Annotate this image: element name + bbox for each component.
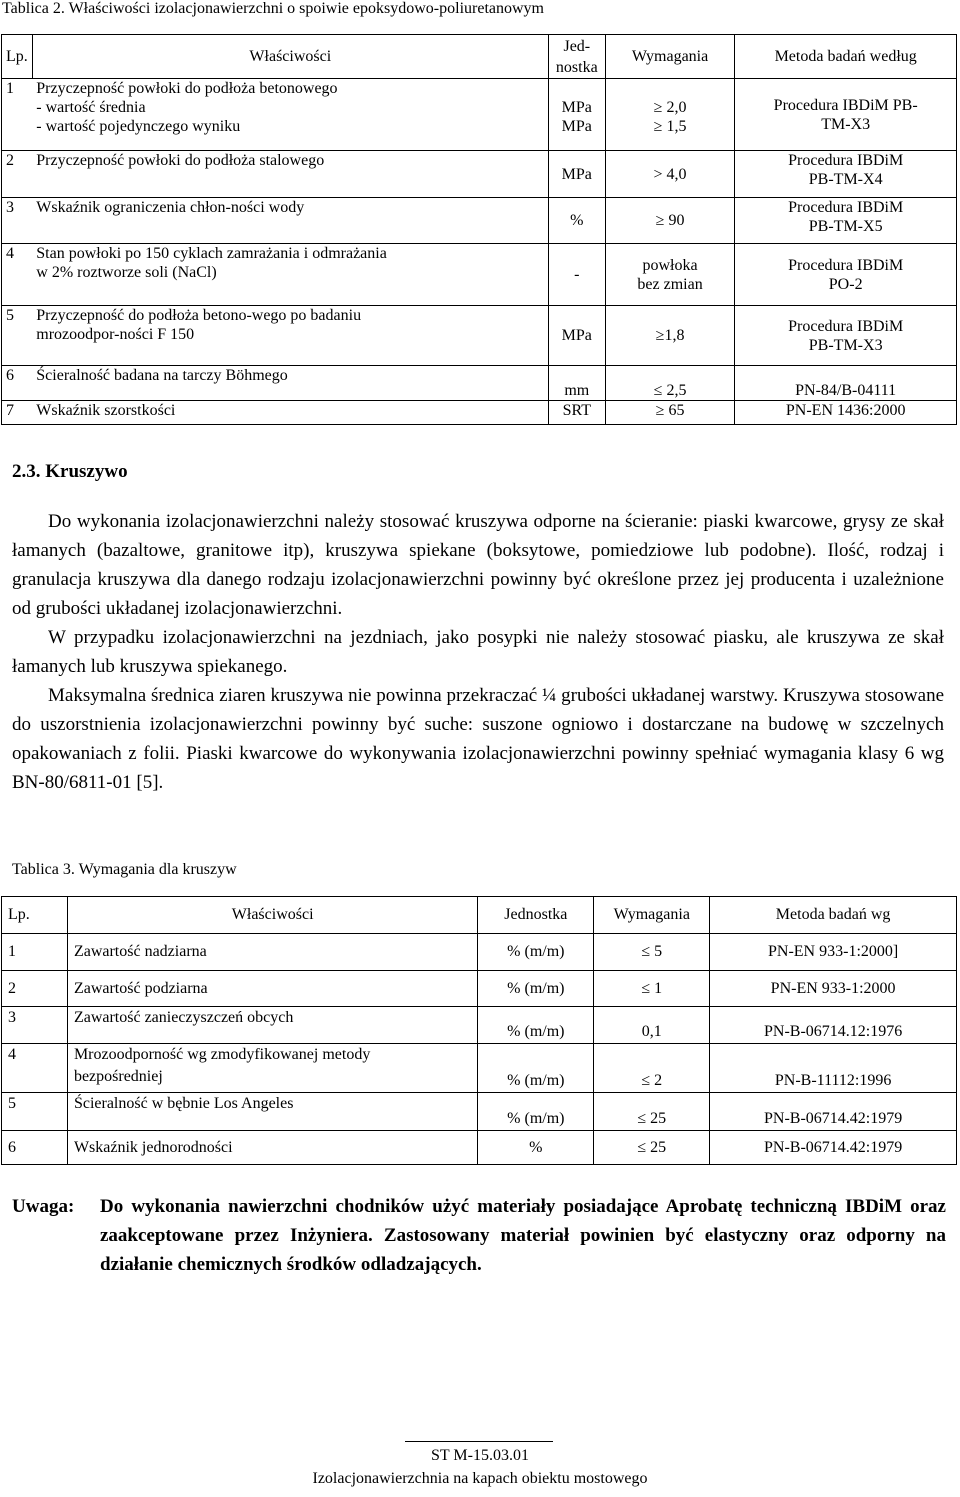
row-requirement: ≤ 25 [594, 1093, 710, 1131]
row-lp: 5 [2, 306, 33, 366]
table-row [2, 79, 957, 151]
row-property: Przyczepność powłoki do podłoża stalowego [32, 151, 548, 198]
row-property: Wskaźnik ograniczenia chłon-ności wody [32, 198, 548, 244]
table3-header-row [2, 897, 957, 934]
table2-header-row [2, 35, 957, 79]
header-method: Metoda badań wg [710, 897, 957, 934]
row-lp: 7 [2, 401, 33, 425]
table-row [2, 1007, 957, 1044]
row-method: PN-EN 933-1:2000] [710, 934, 957, 971]
table-row [2, 1044, 957, 1093]
table-row [2, 1131, 957, 1165]
row-requirement: 0,1 [594, 1007, 710, 1044]
table-row [2, 244, 957, 306]
row-requirement: ≤ 2,5 [605, 366, 735, 401]
note-label: Uwaga: [12, 1196, 75, 1217]
table-row [2, 971, 957, 1007]
paragraph: Maksymalna średnica ziaren kruszywa nie powinna przekraczać ¼ grubości układanej warstwy. Kruszywa stosowane do uszorstnienia izolacjonawierzchni powinny być suche: suszone ogniowo i dostarczane na budowę w szczelnych opakowaniach z folii. Piaski kwarcowe do wykonywania izolacjonawierzchni powinny spełniać wymagania klasy 6 wg BN-80/6811-01 [5]. [12, 685, 944, 793]
header-lp: Lp. [2, 897, 68, 934]
row-unit: MPa [548, 151, 605, 198]
table-row [2, 366, 957, 401]
row-unit: % (m/m) [478, 1007, 594, 1044]
header-unit: Jed- nostka [548, 35, 605, 79]
row-lp: 2 [2, 151, 33, 198]
row-lp: 6 [2, 1131, 68, 1165]
row-lp: 4 [2, 244, 33, 306]
row-method: Procedura IBDiM PB-TM-X4 [735, 151, 957, 198]
table3 [1, 896, 957, 1165]
row-method: PN-B-06714.12:1976 [710, 1007, 957, 1044]
row-method: Procedura IBDiM PB- TM-X3 [735, 79, 957, 151]
row-lp: 5 [2, 1093, 68, 1131]
row-requirement: powłoka bez zmian [605, 244, 735, 306]
row-requirement: ≤ 1 [594, 971, 710, 1007]
header-requirements: Wymagania [605, 35, 735, 79]
row-lp: 6 [2, 366, 33, 401]
table-row [2, 306, 957, 366]
row-property: Ścieralność w bębnie Los Angeles [67, 1093, 477, 1131]
row-requirement: ≤ 25 [594, 1131, 710, 1165]
header-requirements: Wymagania [594, 897, 710, 934]
table-row [2, 401, 957, 425]
row-unit: % (m/m) [478, 971, 594, 1007]
table2 [1, 34, 957, 425]
row-requirement: ≤ 2 [594, 1044, 710, 1093]
table2-caption: Tablica 2. Właściwości izolacjonawierzchni o spoiwie epoksydowo-poliuretanowym [2, 0, 544, 17]
row-requirement: ≥1,8 [605, 306, 735, 366]
row-property: Zawartość zanieczyszczeń obcych [67, 1007, 477, 1044]
row-unit: MPa MPa [548, 79, 605, 151]
row-lp: 3 [2, 198, 33, 244]
row-property: Przyczepność powłoki do podłoża betonowego - wartość średnia - wartość pojedynczego wyniku [32, 79, 548, 151]
row-lp: 2 [2, 971, 68, 1007]
row-unit: % (m/m) [478, 1093, 594, 1131]
row-method: Procedura IBDiM PO-2 [735, 244, 957, 306]
table3-caption: Tablica 3. Wymagania dla kruszyw [12, 861, 237, 878]
row-property: Przyczepność do podłoża betono-wego po badaniu mrozoodpor-ności F 150 [32, 306, 548, 366]
footer-title: Izolacjonawierzchnia na kapach obiektu mostowego [312, 1470, 648, 1487]
paragraph: W przypadku izolacjonawierzchni na jezdniach, jako posypki nie należy stosować piasku, ale kruszywa ze skał łamanych lub kruszywa spiekanego. [12, 627, 944, 677]
row-unit: % [548, 198, 605, 244]
row-property: Zawartość podziarna [67, 971, 477, 1007]
row-method: Procedura IBDiM PB-TM-X5 [735, 198, 957, 244]
table-row [2, 151, 957, 198]
row-requirement: ≤ 5 [594, 934, 710, 971]
row-property: Wskaźnik jednorodności [67, 1131, 477, 1165]
note-text: Do wykonania nawierzchni chodników użyć materiały posiadające Aprobatę techniczną IBDiM oraz zaakceptowane przez Inżyniera. Zastosowany materiał powinien być elastyczny oraz odporny na działanie chemicznych środków odladzających. [100, 1196, 946, 1275]
section-heading: 2.3. Kruszywo [12, 461, 128, 482]
table-row [2, 1093, 957, 1131]
note-block [12, 1192, 946, 1279]
row-property: Zawartość nadziarna [67, 934, 477, 971]
table-row [2, 934, 957, 971]
row-method: PN-B-06714.42:1979 [710, 1131, 957, 1165]
row-property: Ścieralność badana na tarczy Böhmego [32, 366, 548, 401]
row-property: Stan powłoki po 150 cyklach zamrażania i odmrażania w 2% roztworze soli (NaCl) [32, 244, 548, 306]
row-unit: - [548, 244, 605, 306]
row-method: Procedura IBDiM PB-TM-X3 [735, 306, 957, 366]
row-requirement: ≥ 2,0 ≥ 1,5 [605, 79, 735, 151]
row-unit: SRT [548, 401, 605, 425]
footer-divider [405, 1441, 553, 1442]
footer-code: ST M-15.03.01 [431, 1447, 529, 1464]
row-method: PN-84/B-04111 [735, 366, 957, 401]
paragraph: Do wykonania izolacjonawierzchni należy stosować kruszywa odporne na ścieranie: piaski kwarcowe, grysy ze skał łamanych (bazaltowe, granitowe itp), kruszywa spiekane (boksytowe, pomiedziowe lub podobne). Ilość, rodzaj i granulacja kruszywa dla danego rodzaju izolacjonawierzchni powinny być określone przez jej producenta i uzależnione od grubości układanej izolacjonawierzchni. [12, 511, 944, 619]
section-body [12, 507, 944, 797]
row-unit: % [478, 1131, 594, 1165]
row-method: PN-EN 933-1:2000 [710, 971, 957, 1007]
row-property: Mrozoodporność wg zmodyfikowanej metody bezpośredniej [67, 1044, 477, 1093]
header-method: Metoda badań według [735, 35, 957, 79]
row-unit: % (m/m) [478, 1044, 594, 1093]
row-requirement: > 4,0 [605, 151, 735, 198]
row-unit: % (m/m) [478, 934, 594, 971]
header-unit: Jednostka [478, 897, 594, 934]
header-lp: Lp. [2, 35, 33, 79]
header-properties: Właściwości [67, 897, 477, 934]
row-lp: 1 [2, 934, 68, 971]
row-property: Wskaźnik szorstkości [32, 401, 548, 425]
row-requirement: ≥ 90 [605, 198, 735, 244]
header-properties: Właściwości [32, 35, 548, 79]
row-unit: MPa [548, 306, 605, 366]
row-unit: mm [548, 366, 605, 401]
row-method: PN-EN 1436:2000 [735, 401, 957, 425]
row-lp: 3 [2, 1007, 68, 1044]
row-method: PN-B-11112:1996 [710, 1044, 957, 1093]
table-row [2, 198, 957, 244]
row-lp: 1 [2, 79, 33, 151]
row-method: PN-B-06714.42:1979 [710, 1093, 957, 1131]
row-lp: 4 [2, 1044, 68, 1093]
row-requirement: ≥ 65 [605, 401, 735, 425]
